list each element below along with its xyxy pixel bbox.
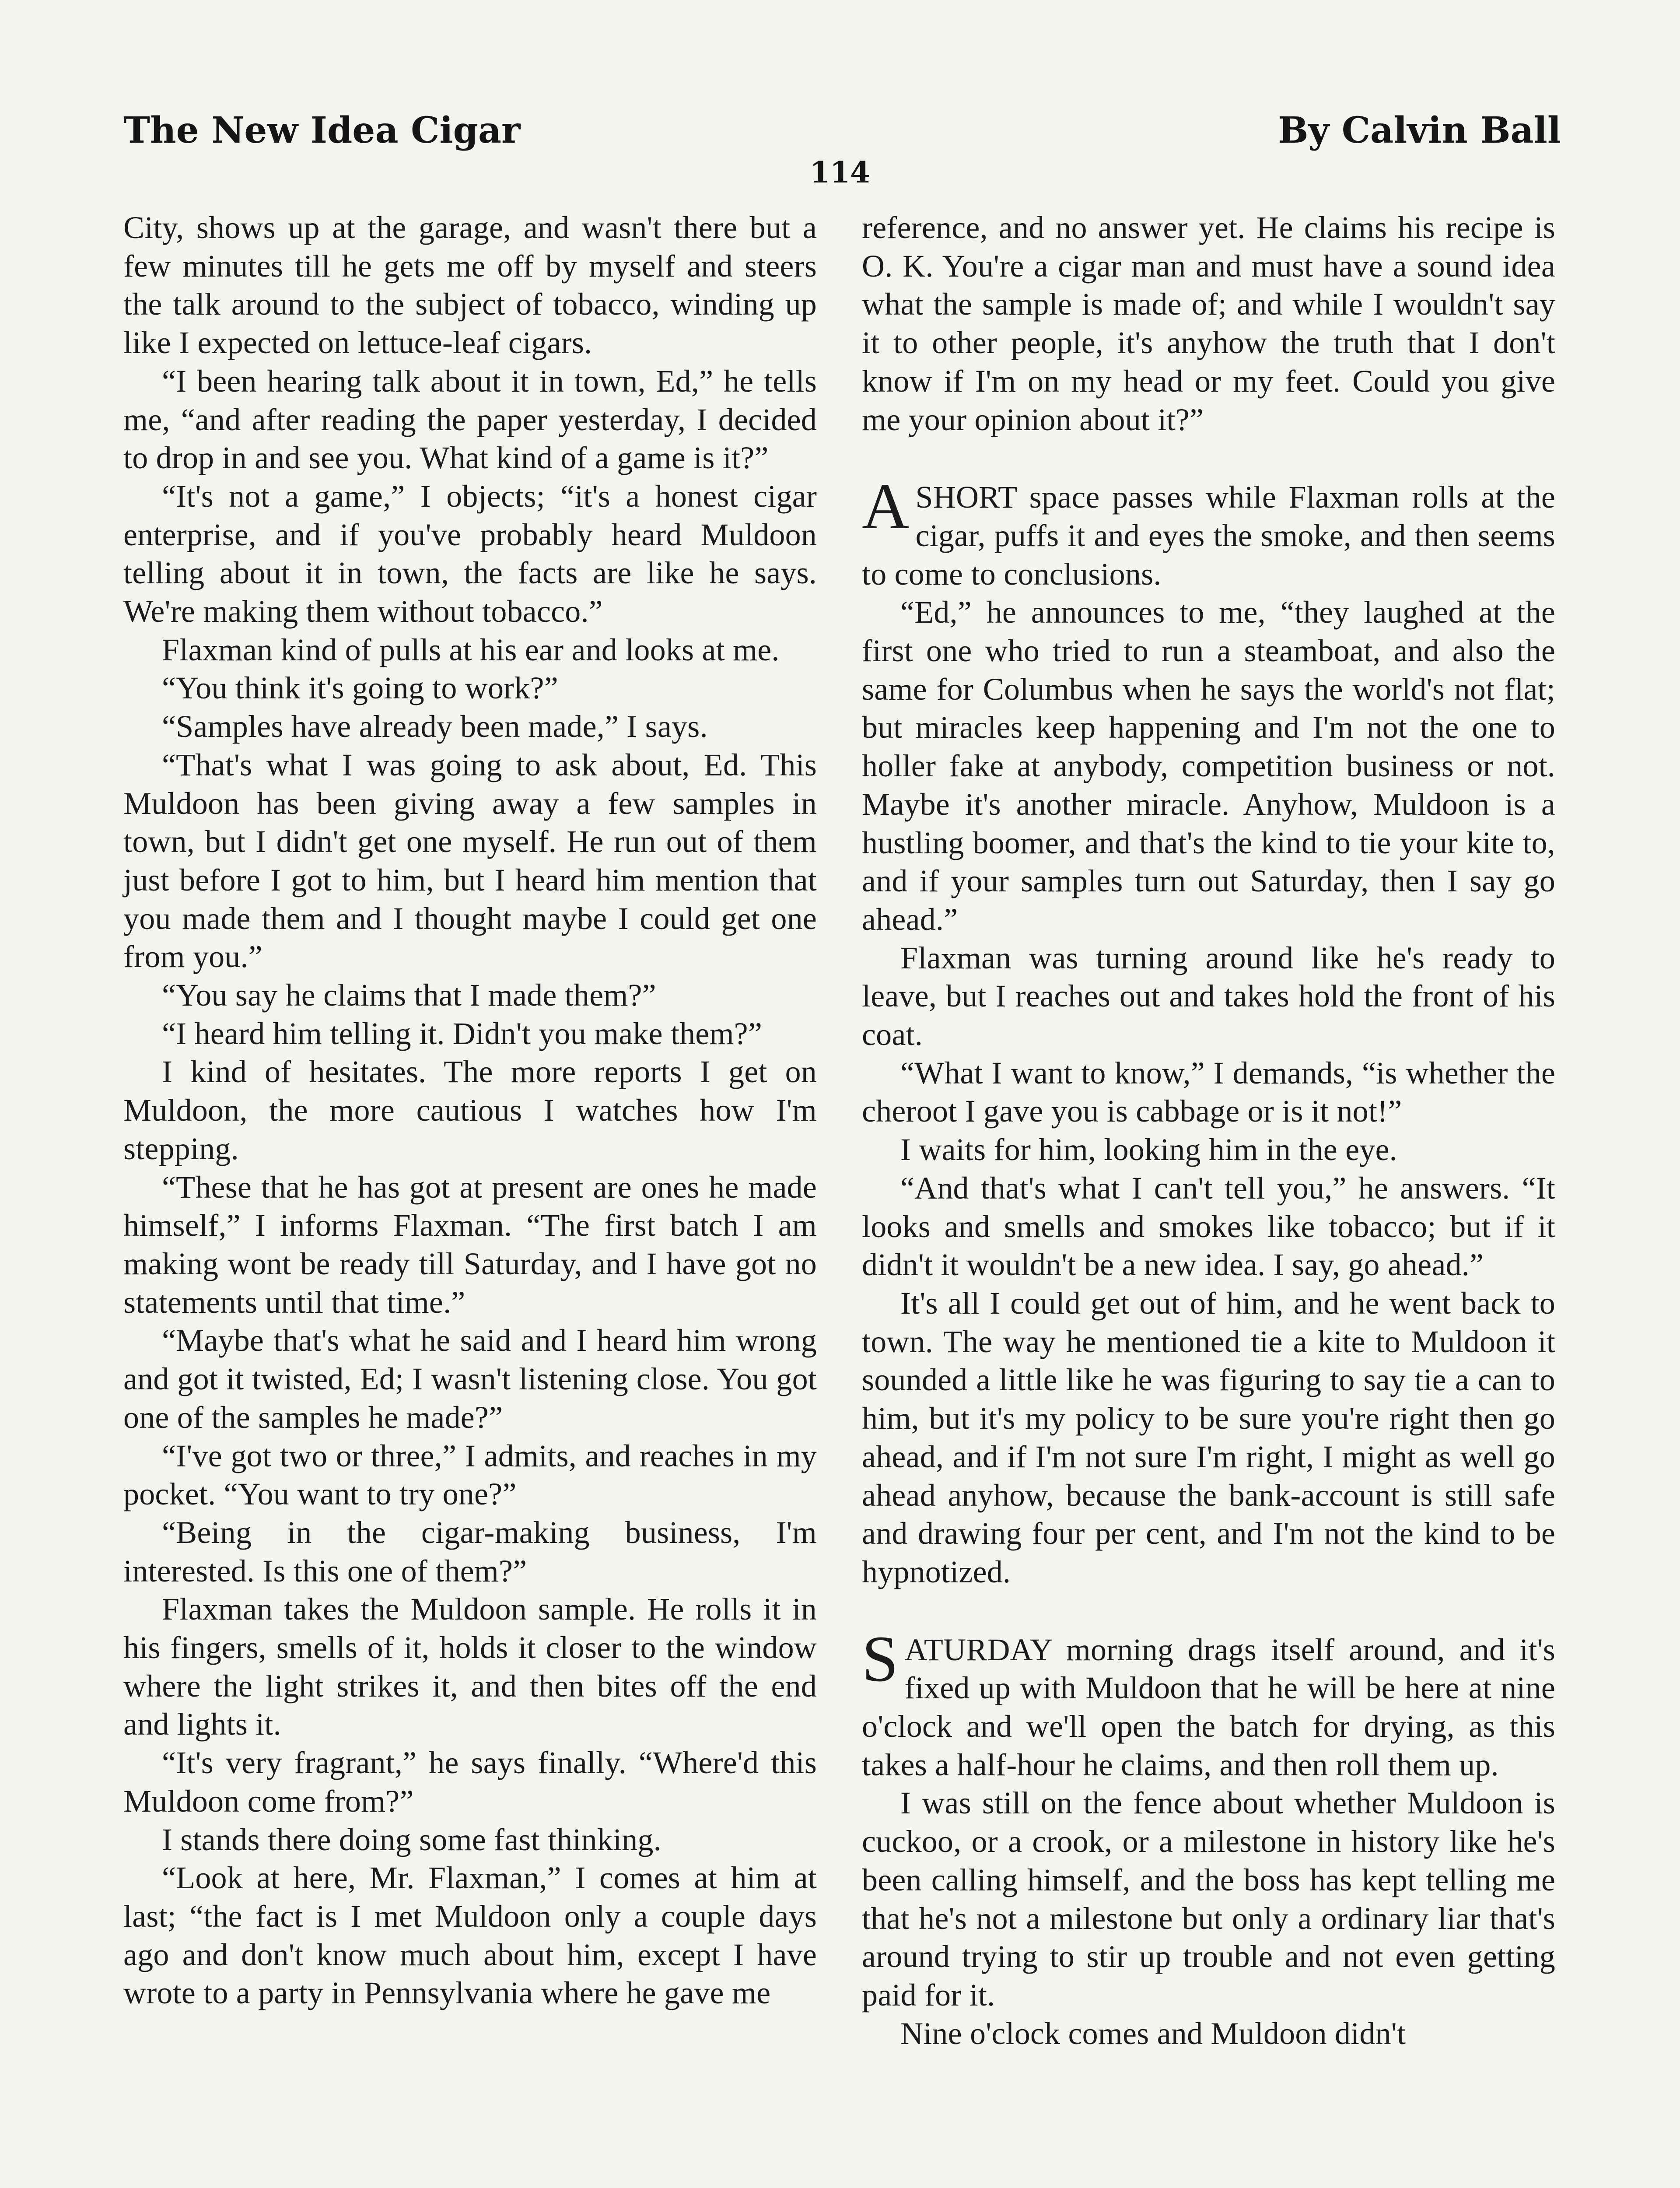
paragraph: reference, and no answer yet. He claims his recipe is O. K. You're a cigar man and must have a sound idea what the sample is made of; and while I wouldn't say it to other people, it's anyhow the truth that I don't know if I'm on my head or my feet. Could you give me your opinion about it?” <box>862 210 1555 437</box>
paragraph: “These that he has got at present are ones he made himself,” I informs Flaxman. “The first batch I am making wont be ready till Saturday, and I have got no statements until that time.” <box>123 1169 817 1320</box>
paragraph: “It's very fragrant,” he says finally. “Where'd this Muldoon come from?” <box>123 1745 817 1819</box>
small-caps-lead: SHORT <box>915 480 1017 515</box>
paragraph: “I been hearing talk about it in town, Ed,” he tells me, “and after reading the paper yesterday, I decided to drop in and see you. What kind of a game is it?” <box>123 363 817 476</box>
paragraph: Flaxman was turning around like he's ready to leave, but I reaches out and takes hold the front of his coat. <box>862 940 1555 1052</box>
paragraph: “It's not a game,” I objects; “it's a honest cigar enterprise, and if you've probably heard Muldoon telling about it in town, the facts are like he says. We're making them without tobacco.” <box>123 478 817 629</box>
running-header <box>123 109 1561 162</box>
paragraph: “I heard him telling it. Didn't you make them?” <box>162 1016 762 1051</box>
paragraph: “Samples have already been made,” I says. <box>162 709 708 744</box>
paragraph: “What I want to know,” I demands, “is whether the cheroot I gave you is cabbage or is it not!” <box>862 1055 1555 1129</box>
paragraph: I was still on the fence about whether Muldoon is cuckoo, or a crook, or a milestone in history like he's been calling himself, and the boss has kept telling me that he's not a milestone but only a ordinary liar that's around trying to stir up trouble and not even getting paid for it. <box>862 1785 1555 2013</box>
paragraph: City, shows up at the garage, and wasn't there but a few minutes till he gets me off by myself and steers the talk around to the subject of tobacco, winding up like I expected on lettuce-leaf cigars. <box>123 210 817 361</box>
drop-cap: S <box>862 1622 899 1695</box>
paragraph: I kind of hesitates. The more reports I get on Muldoon, the more cautious I watches how I'm stepping. <box>123 1054 817 1166</box>
right-column <box>862 209 1555 2053</box>
paragraph: “You think it's going to work?” <box>162 670 558 706</box>
paragraph: Flaxman kind of pulls at his ear and looks at me. <box>162 632 780 667</box>
section-opening-paragraph <box>862 1622 1555 1785</box>
paragraph: I stands there doing some fast thinking. <box>162 1822 662 1857</box>
paragraph: “You say he claims that I made them?” <box>162 978 656 1013</box>
paragraph: “Look at here, Mr. Flaxman,” I comes at him at last; “the fact is I met Muldoon only a couple days ago and don't know much about him, except I have wrote to a party in Pennsylvania where he gave me <box>123 1860 817 2011</box>
paragraph: “I've got two or three,” I admits, and reaches in my pocket. “You want to try one?” <box>123 1438 817 1512</box>
story-author: By Calvin Ball <box>1278 109 1561 151</box>
paragraph: “Maybe that's what he said and I heard him wrong and got it twisted, Ed; I wasn't listening close. You got one of the samples he made?” <box>123 1323 817 1435</box>
paragraph: Nine o'clock comes and Muldoon didn't <box>900 2016 1406 2051</box>
page-number: 114 <box>810 155 870 189</box>
paragraph-text: space passes while Flaxman rolls at the cigar, puffs it and eyes the smoke, and then seems to come to conclusions. <box>862 480 1555 592</box>
paragraph: “That's what I was going to ask about, Ed. This Muldoon has been giving away a few samples in town, but I didn't get one myself. He run out of them just before I got to him, but I heard him mention that you made them and I thought maybe I could get one from you.” <box>123 747 817 975</box>
paragraph-text: morning drags itself around, and it's fixed up with Muldoon that he will be here at nine o'clock and we'll open the batch for drying, as this takes a half-hour he claims, and then roll them up. <box>862 1632 1555 1782</box>
paragraph: I waits for him, looking him in the eye. <box>900 1132 1397 1168</box>
small-caps-lead: ATURDAY <box>904 1632 1052 1667</box>
paragraph: It's all I could get out of him, and he went back to town. The way he mentioned tie a kite to Muldoon it sounded a little like he was figuring to say tie a can to him, but it's my policy to be sure you're right then go ahead, and if I'm not sure I'm right, I might as well go ahead anyhow, because the bank-account is still safe and drawing four per cent, and I'm not the kind to be hypnotized. <box>862 1285 1555 1589</box>
section-opening-paragraph <box>862 470 1555 593</box>
paragraph: “And that's what I can't tell you,” he answers. “It looks and smells and smokes like tobacco; but if it didn't it wouldn't be a new idea. I say, go ahead.” <box>862 1170 1555 1283</box>
drop-cap: A <box>862 470 910 543</box>
story-title: The New Idea Cigar <box>123 109 521 151</box>
paragraph: “Ed,” he announces to me, “they laughed at the first one who tried to run a steamboat, and also the same for Columbus when he says the world's not flat; but miracles keep happening and I'm not the one to holler fake at anybody, competition business or not. Maybe it's another miracle. Anyhow, Muldoon is a hustling boomer, and that's the kind to tie your kite to, and if your samples turn out Saturday, then I say go ahead.” <box>862 595 1555 937</box>
left-column <box>123 209 817 2013</box>
paragraph: “Being in the cigar-making business, I'm interested. Is this one of them?” <box>123 1515 817 1588</box>
paragraph: Flaxman takes the Muldoon sample. He rolls it in his fingers, smells of it, holds it closer to the window where the light strikes it, and then bites off the end and lights it. <box>123 1592 817 1742</box>
